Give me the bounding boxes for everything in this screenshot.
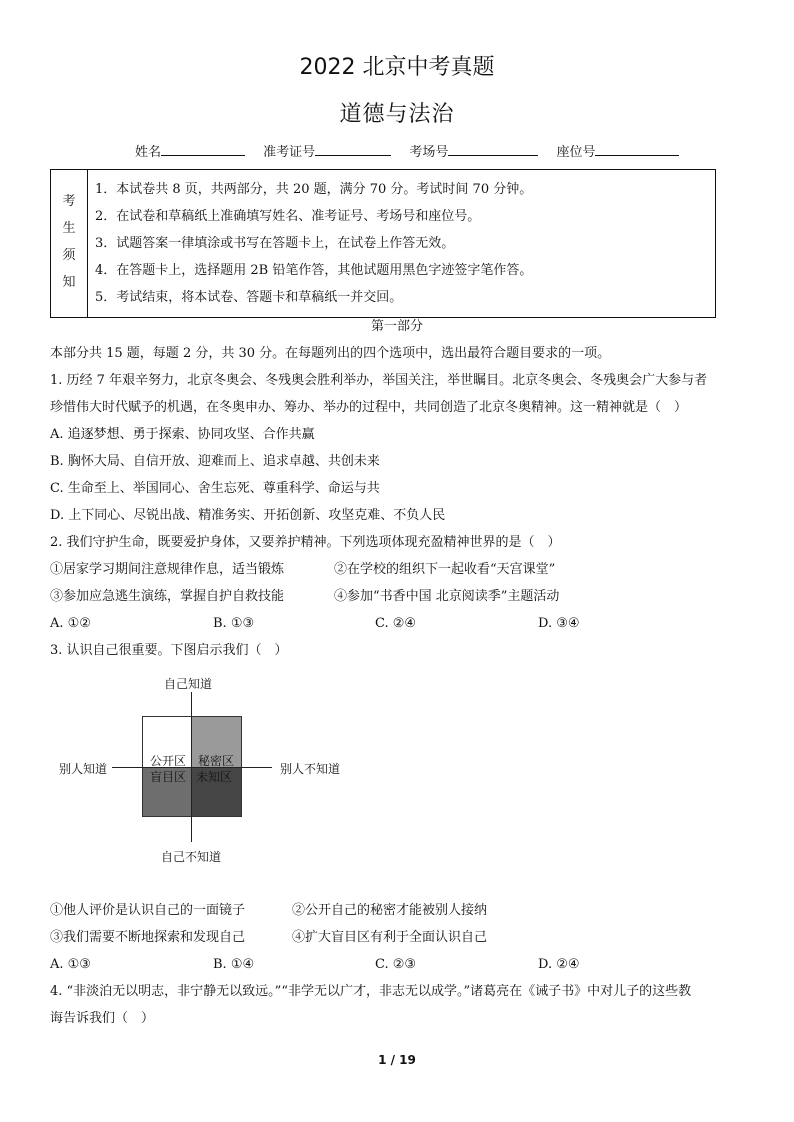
label-open-area: 公开区 xyxy=(150,754,187,768)
q3-option-b: B. ①④ xyxy=(213,957,255,972)
q3-option-c: C. ②③ xyxy=(375,957,417,972)
instruction-item: 4．在答题卡上，选择题用 2B 铅笔作答，其他试题用黑色字迹签字笔作答。 xyxy=(95,263,533,278)
q2-stem: 2. 我们守护生命，既要爱护身体，又要养护精神。下列选项体现充盈精神世界的是（ ） xyxy=(50,535,561,550)
q4-stem-line1: 4. “非淡泊无以明志，非宁静无以致远。”“非学无以广才，非志无以成学。”诸葛亮在《诫子书》中对儿子的这些教 xyxy=(50,984,692,999)
instructions-label: 考 生 须 知 xyxy=(51,170,88,317)
q4-stem-line2: 诲告诉我们（ ） xyxy=(50,1011,155,1026)
page-number: 1 / 19 xyxy=(378,1053,416,1067)
part-heading: 第一部分 xyxy=(370,319,423,334)
candidate-info-row xyxy=(135,143,693,162)
q2-statement-2: ②在学校的组织下一起收看“天宫课堂” xyxy=(334,562,556,577)
q3-option-d: D. ②④ xyxy=(538,957,580,972)
q3-statement-1: ①他人评价是认识自己的一面镜子 xyxy=(50,903,246,918)
q2-option-c: C. ②④ xyxy=(375,616,417,631)
q3-statement-4: ④扩大盲目区有利于全面认识自己 xyxy=(292,930,488,945)
q1-stem-line1: 1. 历经 7 年艰辛努力，北京冬奥会、冬残奥会胜利举办，举国关注，举世瞩目。北京冬奥会、冬残奥会广大参与者 xyxy=(50,373,708,388)
exam-title: 2022 北京中考真题 xyxy=(299,55,495,80)
label-secret-area: 秘密区 xyxy=(198,754,235,768)
q2-statement-1: ①居家学习期间注意规律作息，适当锻炼 xyxy=(50,562,285,577)
instruction-item: 1．本试卷共 8 页，共两部分，共 20 题，满分 70 分。考试时间 70 分钟。 xyxy=(95,182,533,197)
axis-label-others-known: 别人知道 xyxy=(59,762,108,776)
name-blank xyxy=(161,143,245,156)
name-label: 姓名 xyxy=(135,145,162,160)
q2-statement-4: ④参加“书香中国 北京阅读季”主题活动 xyxy=(334,589,560,604)
q2-option-b: B. ①③ xyxy=(213,616,255,631)
instruction-item: 2．在试卷和草稿纸上准确填写姓名、准考证号、考场号和座位号。 xyxy=(95,209,481,224)
seat-blank xyxy=(595,143,679,156)
q2-option-a: A. ①② xyxy=(50,616,91,631)
horizontal-axis xyxy=(112,767,272,768)
instructions-box xyxy=(50,169,716,318)
q1-stem-line2: 珍惜伟大时代赋予的机遇，在冬奥申办、筹办、举办的过程中，共同创造了北京冬奥精神。这一精神就是（ ） xyxy=(50,400,688,415)
axis-label-self-unknown: 自己不知道 xyxy=(161,850,222,864)
q2-statement-3: ③参加应急逃生演练，掌握自护自救技能 xyxy=(50,589,285,604)
label-blind-area: 盲目区 xyxy=(150,770,187,784)
part-intro: 本部分共 15 题，每题 2 分，共 30 分。在每题列出的四个选项中，选出最符合题目要求的一项。 xyxy=(50,346,611,361)
q3-statement-3: ③我们需要不断地探索和发现自己 xyxy=(50,930,246,945)
johari-window-diagram xyxy=(50,670,370,870)
label-unknown-area: 未知区 xyxy=(196,770,233,784)
q1-option-d: D. 上下同心、尽锐出战、精准务实、开拓创新、攻坚克难、不负人民 xyxy=(50,508,446,523)
seat-label: 座位号 xyxy=(556,145,596,160)
q3-statement-2: ②公开自己的秘密才能被别人接纳 xyxy=(292,903,488,918)
subject-title: 道德与法治 xyxy=(339,102,455,127)
instruction-item: 5．考试结束，将本试卷、答题卡和草稿纸一并交回。 xyxy=(95,290,403,305)
q2-option-d: D. ③④ xyxy=(538,616,580,631)
q1-option-b: B. 胸怀大局、自信开放、迎难而上、追求卓越、共创未来 xyxy=(50,454,380,469)
exam-number-blank xyxy=(315,143,391,156)
axis-label-self-known: 自己知道 xyxy=(164,677,213,691)
exam-room-blank xyxy=(448,143,538,156)
q1-option-c: C. 生命至上、举国同心、舍生忘死、尊重科学、命运与共 xyxy=(50,481,380,496)
axis-label-others-unknown: 别人不知道 xyxy=(280,762,341,776)
q1-option-a: A. 追逐梦想、勇于探索、协同攻坚、合作共赢 xyxy=(50,427,315,442)
q3-stem: 3. 认识自己很重要。下图启示我们（ ） xyxy=(50,643,288,658)
instruction-item: 3．试题答案一律填涂或书写在答题卡上，在试卷上作答无效。 xyxy=(95,236,455,251)
q3-option-a: A. ①③ xyxy=(50,957,91,972)
exam-number-label: 准考证号 xyxy=(263,145,316,160)
exam-room-label: 考场号 xyxy=(409,145,449,160)
